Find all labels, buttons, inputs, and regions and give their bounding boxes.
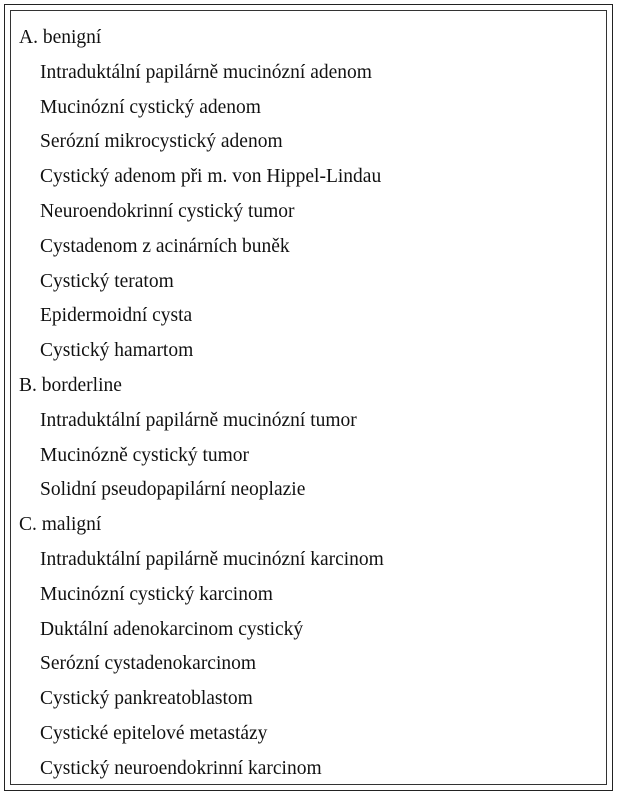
list-item: Mucinózně cystický tumor [40,444,250,466]
list-item: Cystický hamartom [40,340,194,362]
list-item: Cystický adenom při m. von Hippel-Lindau [40,166,382,188]
list-item: Solidní pseudopapilární neoplazie [40,479,306,501]
list-item: Intraduktální papilárně mucinózní tumor [40,409,357,431]
category-benign: A. benigní [19,27,102,48]
list-item: Serózní mikrocystický adenom [40,131,283,153]
list-item: Cystický teratom [40,270,174,292]
list-item: Serózní cystadenokarcinom [40,653,257,675]
list-item: Intraduktální papilárně mucinózní karcinom [40,548,384,570]
classification-list [19,21,598,787]
list-item: Mucinózní cystický karcinom [40,583,273,605]
list-item: Cystické epitelové metastázy [40,722,268,744]
list-item: Duktální adenokarcinom cystický [40,618,304,640]
table-inner-border [10,10,607,785]
table-frame [4,4,613,791]
list-item: Neuroendokrinní cystický tumor [40,200,295,222]
list-item: Cystický neuroendokrinní karcinom [40,757,322,779]
category-borderline: B. borderline [19,374,122,396]
list-item: Cystický pankreatoblastom [40,688,253,710]
list-item: Mucinózní cystický adenom [40,96,261,118]
list-item: Intraduktální papilárně mucinózní adenom [40,61,372,83]
category-malignant: C. maligní [19,514,102,536]
list-item: Cystadenom z acinárních buněk [40,235,290,257]
list-item: Epidermoidní cysta [40,305,193,327]
